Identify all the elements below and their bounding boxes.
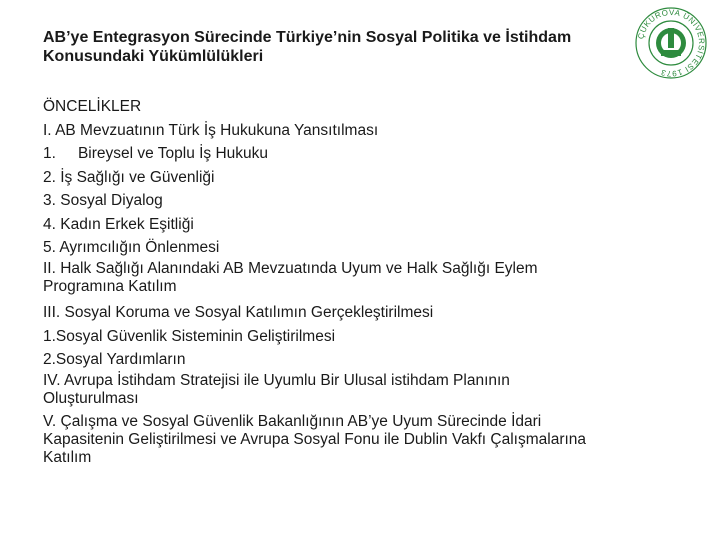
list-item: III. Sosyal Koruma ve Sosyal Katılımın Gerçekleştirilmesi: [43, 304, 434, 321]
list-item: 3. Sosyal Diyalog: [43, 192, 163, 209]
university-logo: [634, 6, 708, 80]
list-item-text: Bireysel ve Toplu İş Hukuku: [77, 145, 269, 162]
university-seal-icon: [634, 6, 708, 80]
list-item-line: Kapasitenin Geliştirilmesi ve Avrupa Sosyal Fonu ile Dublin Vakfı Çalışmalarına: [43, 431, 587, 448]
list-item-line: IV. Avrupa İstihdam Stratejisi ile Uyumlu Bir Ulusal istihdam Planının: [43, 371, 510, 389]
list-item-line: Katılım: [43, 449, 92, 466]
list-item-line: V. Çalışma ve Sosyal Güvenlik Bakanlığının AB’ye Uyum Sürecinde İdari: [43, 413, 542, 430]
slide-title-line-2: Konusundaki Yükümlülükleri: [43, 48, 264, 65]
priorities-heading: ÖNCELİKLER: [43, 98, 142, 115]
list-item: I. AB Mevzuatının Türk İş Hukukuna Yansıtılması: [43, 121, 379, 139]
logo-ring-text: ÇUKUROVA ÜNİVERSİTESİ 1973: [636, 7, 707, 79]
list-item-number: 1.: [43, 145, 56, 162]
list-item: 4. Kadın Erkek Eşitliği: [43, 215, 194, 233]
slide-title-line-1: AB’ye Entegrasyon Sürecinde Türkiye’nin Sosyal Politika ve İstihdam: [43, 29, 572, 46]
slide-title: [43, 28, 623, 66]
list-item-line: II. Halk Sağlığı Alanındaki AB Mevzuatında Uyum ve Halk Sağlığı Eylem: [43, 259, 538, 277]
list-item-line: Programına Katılım: [43, 277, 177, 295]
list-item: 5. Ayrımcılığın Önlenmesi: [43, 239, 220, 256]
list-item: [43, 372, 683, 408]
list-item: [43, 413, 683, 467]
list-item: 1.Sosyal Güvenlik Sisteminin Geliştirilmesi: [43, 327, 336, 345]
priorities-list: [43, 95, 683, 473]
list-item: [43, 142, 683, 166]
list-item: [43, 260, 683, 296]
list-item: 2.Sosyal Yardımların: [43, 351, 186, 368]
list-item-line: Oluşturulması: [43, 389, 139, 407]
list-item: 2. İş Sağlığı ve Güvenliği: [43, 168, 215, 186]
